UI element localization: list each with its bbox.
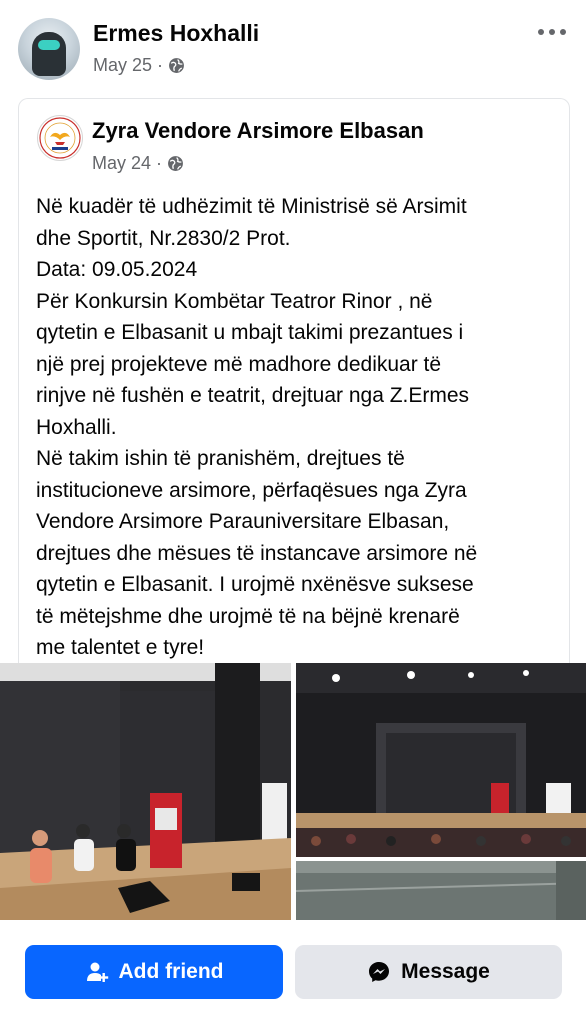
more-options-icon	[537, 28, 567, 36]
page-logo[interactable]	[37, 115, 83, 161]
shared-post-date[interactable]: May 24	[92, 153, 152, 173]
add-friend-button[interactable]	[25, 945, 283, 999]
meta-separator: ·	[157, 55, 164, 75]
message-button[interactable]	[295, 945, 562, 999]
photo-stage-wide[interactable]	[296, 663, 586, 857]
author-avatar[interactable]	[18, 18, 80, 80]
shared-post-meta	[92, 153, 184, 174]
messenger-icon	[367, 960, 391, 984]
photo-stage-close[interactable]	[0, 663, 291, 920]
post-date[interactable]: May 25	[93, 55, 153, 75]
add-friend-label: Add friend	[118, 960, 224, 983]
globe-icon	[167, 155, 184, 172]
page-name[interactable]: Zyra Vendore Arsimore Elbasan	[92, 118, 424, 143]
profile-actions	[0, 920, 586, 1024]
photo-grid	[0, 663, 586, 920]
stage-photo-2	[296, 663, 586, 857]
stage-photo-3	[296, 861, 586, 920]
avatar-visor	[38, 40, 60, 50]
post-header	[0, 0, 586, 96]
shared-post-card[interactable]	[18, 98, 570, 664]
add-friend-icon	[85, 960, 109, 984]
author-name[interactable]: Ermes Hoxhalli	[93, 20, 260, 46]
message-label: Message	[401, 960, 490, 983]
post-meta	[93, 55, 185, 76]
meta-separator: ·	[156, 153, 163, 173]
globe-icon	[168, 57, 185, 74]
photo-stage-third[interactable]	[296, 861, 586, 920]
education-office-logo	[38, 116, 82, 160]
more-options-button[interactable]	[534, 20, 570, 44]
stage-photo-1	[0, 663, 291, 920]
post-body-text: Në kuadër të udhëzimit të Ministrisë së Arsimit dhe Sportit, Nr.2830/2 Prot. Data: 09.05.2024 Për Konkursin Kombëtar Teatror Rinor , në qytetin e Elbasanit u mbajt takimi prezantues i një prej projekteve më madhore dedikuar të rinjve në fushën e teatrit, drejtuar nga Z.Ermes Hoxhalli. Në takim ishin të pranishëm, drejtues të institucioneve arsimore, përfaqësues nga Zyra Vendore Arsimore Parauniversitare Elbasan, drejtues dhe mësues të instancave arsimore në qytetin e Elbasanit. I urojmë nxënësve suksese të mëtejshme dhe urojmë të na bëjnë krenarë me talentet e tyre!	[36, 195, 478, 659]
avatar-figure	[32, 32, 66, 76]
